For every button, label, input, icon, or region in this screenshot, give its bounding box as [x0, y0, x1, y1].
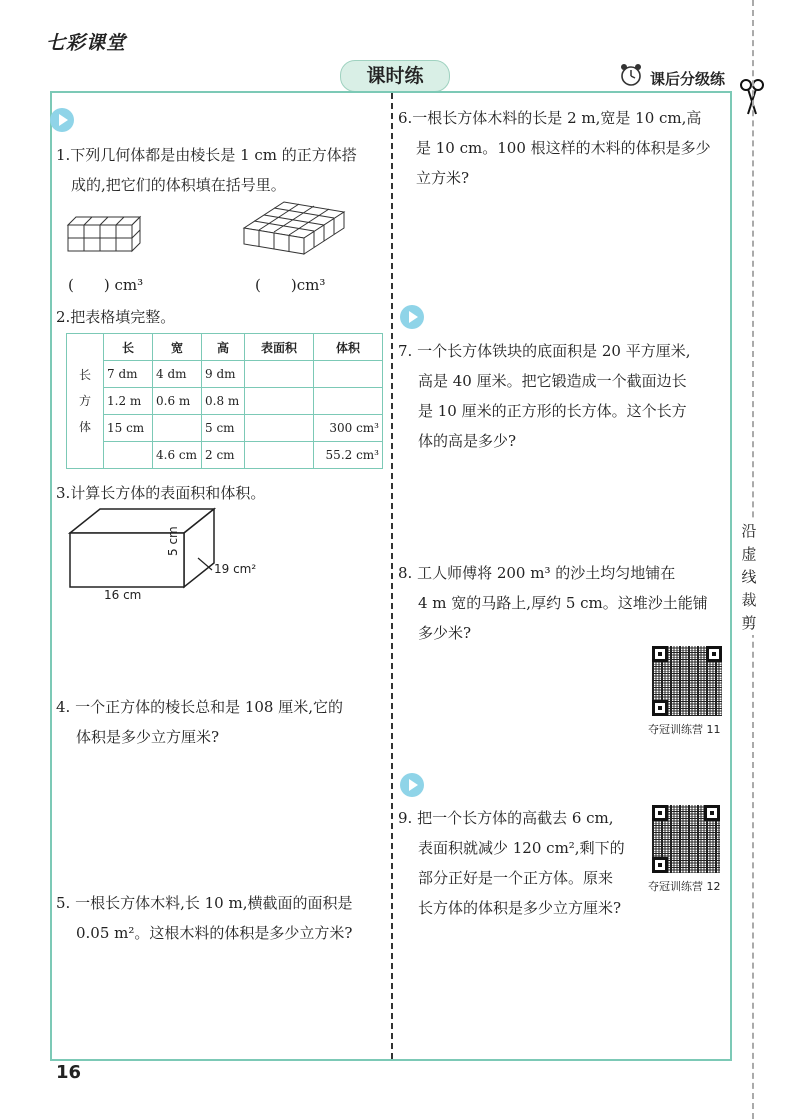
table-cell: 7 dm [104, 361, 153, 388]
q6-text-c: 立方米? [416, 169, 470, 187]
play-icon [400, 773, 424, 797]
table-cell: 5 cm [202, 415, 245, 442]
table-cell-blank[interactable] [245, 415, 314, 442]
play-icon [50, 108, 74, 132]
table-cell-blank[interactable] [104, 442, 153, 469]
qr-finder-icon [652, 805, 668, 821]
question-3: 3.计算长方体的表面积和体积。 [56, 484, 266, 502]
table-cell: 1.2 m [104, 388, 153, 415]
qr-finder-icon [652, 700, 668, 716]
cube-stack-figure [240, 198, 350, 264]
section-label: 提升能力 [412, 305, 508, 329]
q4-text-b: 体积是多少立方厘米? [76, 728, 220, 746]
row-label-3: 体 [78, 420, 91, 434]
col-header: 宽 [153, 334, 202, 361]
col-header: 高 [202, 334, 245, 361]
cuboid-length-label: 16 cm [104, 588, 142, 602]
table-cell-blank[interactable] [153, 415, 202, 442]
page-title: 课时练 [340, 60, 450, 92]
q9-text-c: 部分正好是一个正方体。原来 [418, 869, 614, 887]
q5-text-a: 5. 一根长方体木料,长 10 m,横截面的面积是 [56, 894, 353, 912]
section-basic [50, 108, 210, 132]
column-divider [391, 93, 393, 1059]
question-2: 2.把表格填完整。 [56, 308, 176, 326]
q9-text-b: 表面积就减少 120 cm²,剩下的 [418, 839, 625, 857]
table-row [67, 388, 383, 415]
q7-text-d: 体的高是多少? [418, 432, 517, 450]
q7-text-a: 7. 一个长方体铁块的底面积是 20 平方厘米, [398, 342, 691, 360]
table-cell-blank[interactable] [314, 388, 383, 415]
table-cell-blank[interactable] [245, 442, 314, 469]
col-header: 表面积 [245, 334, 314, 361]
cuboid-area-label: 19 cm² [214, 562, 257, 576]
row-label-1: 长 [78, 368, 91, 382]
section-advanced [400, 305, 560, 329]
table-row [67, 415, 383, 442]
play-icon [400, 305, 424, 329]
table-cell-blank[interactable] [314, 361, 383, 388]
question-5 [56, 888, 386, 948]
table-cell-blank[interactable] [245, 388, 314, 415]
q1-text-a: 1.下列几何体都是由棱长是 1 cm 的正方体搭 [56, 146, 357, 164]
q5-text-b: 0.05 m²。这根木料的体积是多少立方米? [76, 924, 353, 942]
area-pointer [196, 556, 214, 572]
table-row [67, 442, 383, 469]
table-cell: 2 cm [202, 442, 245, 469]
table-cell: 0.8 m [202, 388, 245, 415]
qr-finder-icon [652, 857, 668, 873]
after-class-label: 课后分级练 [650, 70, 726, 88]
question-8 [398, 558, 730, 648]
table-cell: 9 dm [202, 361, 245, 388]
table-cell: 4 dm [153, 361, 202, 388]
qr-code-12[interactable] [652, 805, 720, 873]
q9-text-d: 长方体的体积是多少立方厘米? [418, 899, 622, 917]
qr-finder-icon [652, 646, 668, 662]
q8-text-b: 4 m 宽的马路上,厚约 5 cm。这堆沙土能铺 [418, 594, 708, 612]
cut-instruction: 沿虚线裁剪 [738, 520, 760, 635]
section-label: 培优天地 [412, 773, 508, 797]
section-excellence [400, 773, 560, 797]
cuboid-height-label: 5 cm [166, 526, 180, 556]
table-cell-blank[interactable] [245, 361, 314, 388]
section-label: 巩固基础 [62, 108, 158, 132]
col-header: 长 [104, 334, 153, 361]
q1-answer-a[interactable]: ( ) cm³ [68, 276, 144, 294]
q8-text-a: 8. 工人师傅将 200 m³ 的沙土均匀地铺在 [398, 564, 676, 582]
qr-finder-icon [706, 646, 722, 662]
brand-logo: 七彩课堂 [46, 32, 127, 54]
q7-text-c: 是 10 厘米的正方形的长方体。这个长方 [418, 402, 687, 420]
question-6 [398, 103, 730, 193]
qr-finder-icon [704, 805, 720, 821]
qr-caption-12: 夺冠训练营 12 [648, 880, 721, 893]
row-label-cell [67, 334, 104, 469]
q8-text-c: 多少米? [418, 624, 472, 642]
table-row [67, 361, 383, 388]
question-7 [398, 336, 730, 456]
table-cell: 300 cm³ [314, 415, 383, 442]
q6-text-b: 是 10 cm。100 根这样的木料的体积是多少 [416, 139, 711, 157]
q1-answer-b[interactable]: ( )cm³ [255, 276, 326, 294]
q9-text-a: 9. 把一个长方体的高截去 6 cm, [398, 809, 614, 827]
q1-text-b: 成的,把它们的体积填在括号里。 [71, 176, 286, 194]
question-1 [56, 140, 386, 200]
col-header: 体积 [314, 334, 383, 361]
q4-text-a: 4. 一个正方体的棱长总和是 108 厘米,它的 [56, 698, 344, 716]
table-cell: 55.2 cm³ [314, 442, 383, 469]
question-4 [56, 692, 386, 752]
table-cell: 4.6 cm [153, 442, 202, 469]
alarm-clock-icon [618, 62, 644, 88]
row-label-2: 方 [78, 394, 91, 408]
cuboid-figure [66, 505, 216, 589]
cube-row-figure [66, 213, 142, 253]
qr-caption-11: 夺冠训练营 11 [648, 723, 721, 736]
table-cell: 15 cm [104, 415, 153, 442]
qr-code-11[interactable] [652, 646, 722, 716]
table-cell: 0.6 m [153, 388, 202, 415]
fill-table [66, 333, 383, 469]
page-number: 16 [56, 1062, 82, 1083]
q6-text-a: 6.一根长方体木料的长是 2 m,宽是 10 cm,高 [398, 109, 702, 127]
q7-text-b: 高是 40 厘米。把它锻造成一个截面边长 [418, 372, 687, 390]
question-9 [398, 803, 658, 923]
